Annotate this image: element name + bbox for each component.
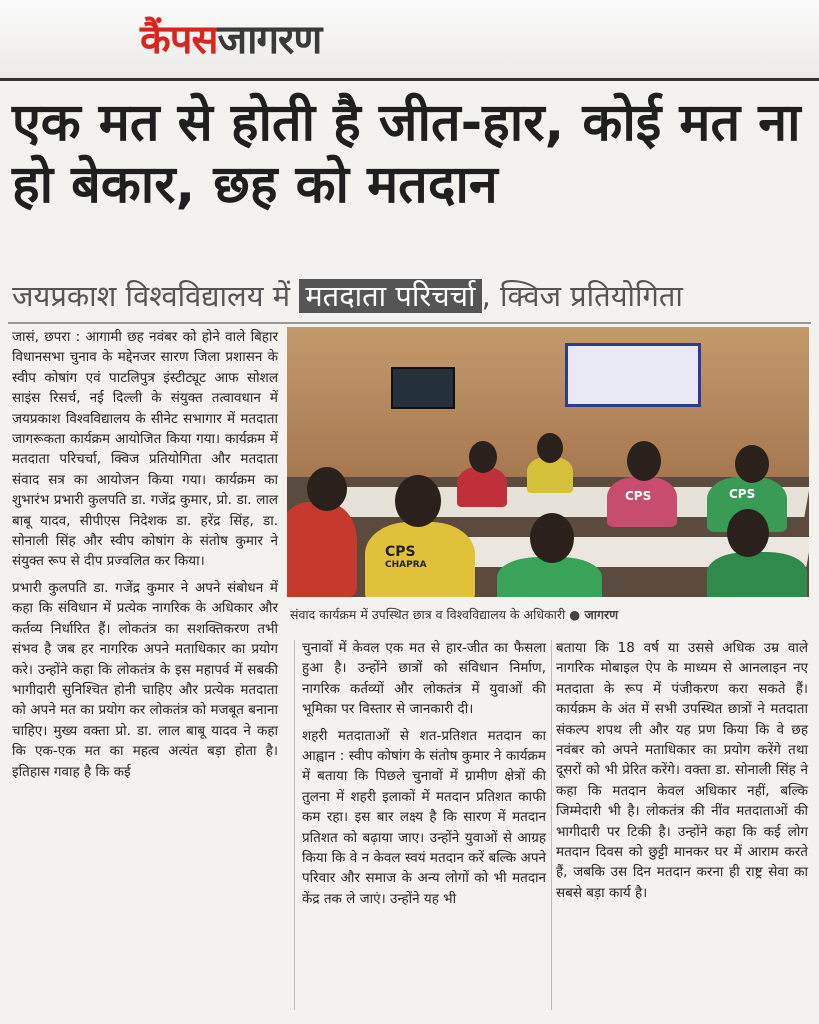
brand-logo [140,10,321,65]
shirt-print: CPS [729,487,756,501]
photo-student [457,467,507,507]
paragraph: प्रभारी कुलपति डा. गजेंद्र कुमार ने अपने संबोधन में कहा कि संविधान में प्रत्येक नागरिक के अधिकार और कर्तव्य निर्धारित हैं। लोकतंत्र का सशक्तिकरण तभी संभव है जब हर नागरिक अपने मताधिकार का प्रयोग करे। उन्होंने कहा कि लोकतंत्र के इस महापर्व में सबकी भागीदारी सुनिश्चित होनी चाहिए और प्रत्येक मतदाता को अपने मत का प्रयोग कर लोकतंत्र को मजबूत बनाना चाहिए। मुख्य वक्ता प्रो. डा. लाल बाबू यादव ने कहा कि एक-एक मत का महत्व अत्यंत बड़ा होता है। इतिहास गवाह है कि कई [12,579,278,780]
photo-student-head [727,509,769,557]
article-column-1 [12,327,278,788]
subheadline [12,276,812,316]
divider [8,322,811,324]
column-separator [294,640,295,1010]
photo-student-head [627,441,661,481]
paragraph: चुनावों में केवल एक मत से हार-जीत का फैसला हुआ है। उन्होंने छात्रों को संविधान निर्माण, नागरिक कर्तव्यों और लोकतंत्र में युवाओं की भूमिका पर विस्तार से जानकारी दी। [302,640,546,718]
subhead-after: , क्विज प्रतियोगिता [481,279,683,313]
paragraph: जासं, छपरा : आगामी छह नवंबर को होने वाले बिहार विधानसभा चुनाव के मद्देनजर सारण जिला प्रशासन के स्वीप कोषांग एवं पाटलिपुत्र इंस्टीट्यूट आफ सोशल साइंस रिसर्च, नई दिल्ली के संयुक्त तत्वावधान में जयप्रकाश विश्वविद्यालय के सीनेट सभागार में मतदाता जागरूकता कार्यक्रम आयोजित किया गया। कार्यक्रम में मतदाता परिचर्चा, क्विज प्रतियोगिता और मतदाता संवाद सत्र का आयोजन किया गया। कार्यक्रम का शुभारंभ प्रभारी कुलपति डा. गजेंद्र कुमार, प्रो. डा. लाल बाबू यादव, सीपीएस निदेशक डा. हरेंद्र सिंह, डा. सोनाली सिंह और स्वीप कोषांग के संतोष कुमार ने संयुक्त रूप से दीप प्रज्वलित कर किया। [12,329,278,570]
headline: एक मत से होती है जीत-हार, कोई मत ना हो बेकार, छह को मतदान [12,93,801,215]
photo-tv-screen [391,367,455,409]
photo-student-head [735,445,769,483]
caption-text: संवाद कार्यक्रम में उपस्थित छात्र व विश्वविद्यालय के अधिकारी [290,607,566,622]
photo-student-head [307,467,347,511]
shirt-print: CPS [625,489,652,503]
shirt-print: CPS CHAPRA [385,544,427,570]
article-column-2 [302,638,546,915]
photo-student [607,477,677,527]
subhead-highlight: मतदाता परिचर्चा [299,279,481,313]
masthead [0,0,819,81]
photo-student-head [469,441,497,473]
news-photo [287,327,809,597]
photo-caption [290,606,810,623]
photo-student [365,522,475,597]
photo-credit: ● जागरण [569,607,619,622]
paragraph: बताया कि 18 वर्ष या उससे अधिक उम्र वाले नागरिक मोबाइल ऐप के माध्यम से आनलाइन नए मतदाता के रूप में पंजीकरण करा सकते हैं। कार्यक्रम के अंत में सभी उपस्थित छात्रों ने मतदाता संकल्प शपथ ली और यह प्रण किया कि वे छह नवंबर को अपने मताधिकार का प्रयोग करेंगे तथा दूसरों को भी प्रेरित करेंगे। वक्ता डा. सोनाली सिंह ने कहा कि मतदान केवल अधिकार नहीं, बल्कि जिम्मेदारी भी है। लोकतंत्र की नींव मतदाताओं की भागीदारी पर टिकी है। उन्होंने कहा कि कई लोग मतदान दिवस को छुट्टी मानकर घर में आराम करते हैं, जबकि उस दिन मतदान करना ही राष्ट्र सेवा का सबसे बड़ा कार्य है। [556,640,808,901]
brand-jagran: जागरण [217,17,322,63]
photo-student-head [530,513,574,563]
paragraph: शहरी मतदाताओं से शत-प्रतिशत मतदान का आह्वान : स्वीप कोषांग के संतोष कुमार ने कार्यक्रम में बताया कि पिछले चुनावों में ग्रामीण क्षेत्रों की तुलना में शहरी इलाकों में मतदान प्रतिशत काफी कम रहा। इस बार लक्ष्य है कि सारण में मतदान प्रतिशत को बढ़ाया जाए। उन्होंने युवाओं से आग्रह किया कि वे न केवल स्वयं मतदान करें बल्कि अपने परिवार और समाज के अन्य लोगों को भी मतदान केंद्र तक ले जाएं। उन्होंने यह भी [302,727,546,907]
photo-student-head [395,475,441,527]
photo-stage-banner [565,343,701,407]
photo-student-head [537,433,563,463]
column-separator [551,640,552,1010]
brand-campus: कैंपस [140,17,218,63]
photo-student [497,557,602,597]
article-column-3 [556,638,808,909]
photo-student [707,552,807,597]
subhead-before: जयप्रकाश विश्वविद्यालय में [12,279,300,313]
photo-student [287,502,357,597]
